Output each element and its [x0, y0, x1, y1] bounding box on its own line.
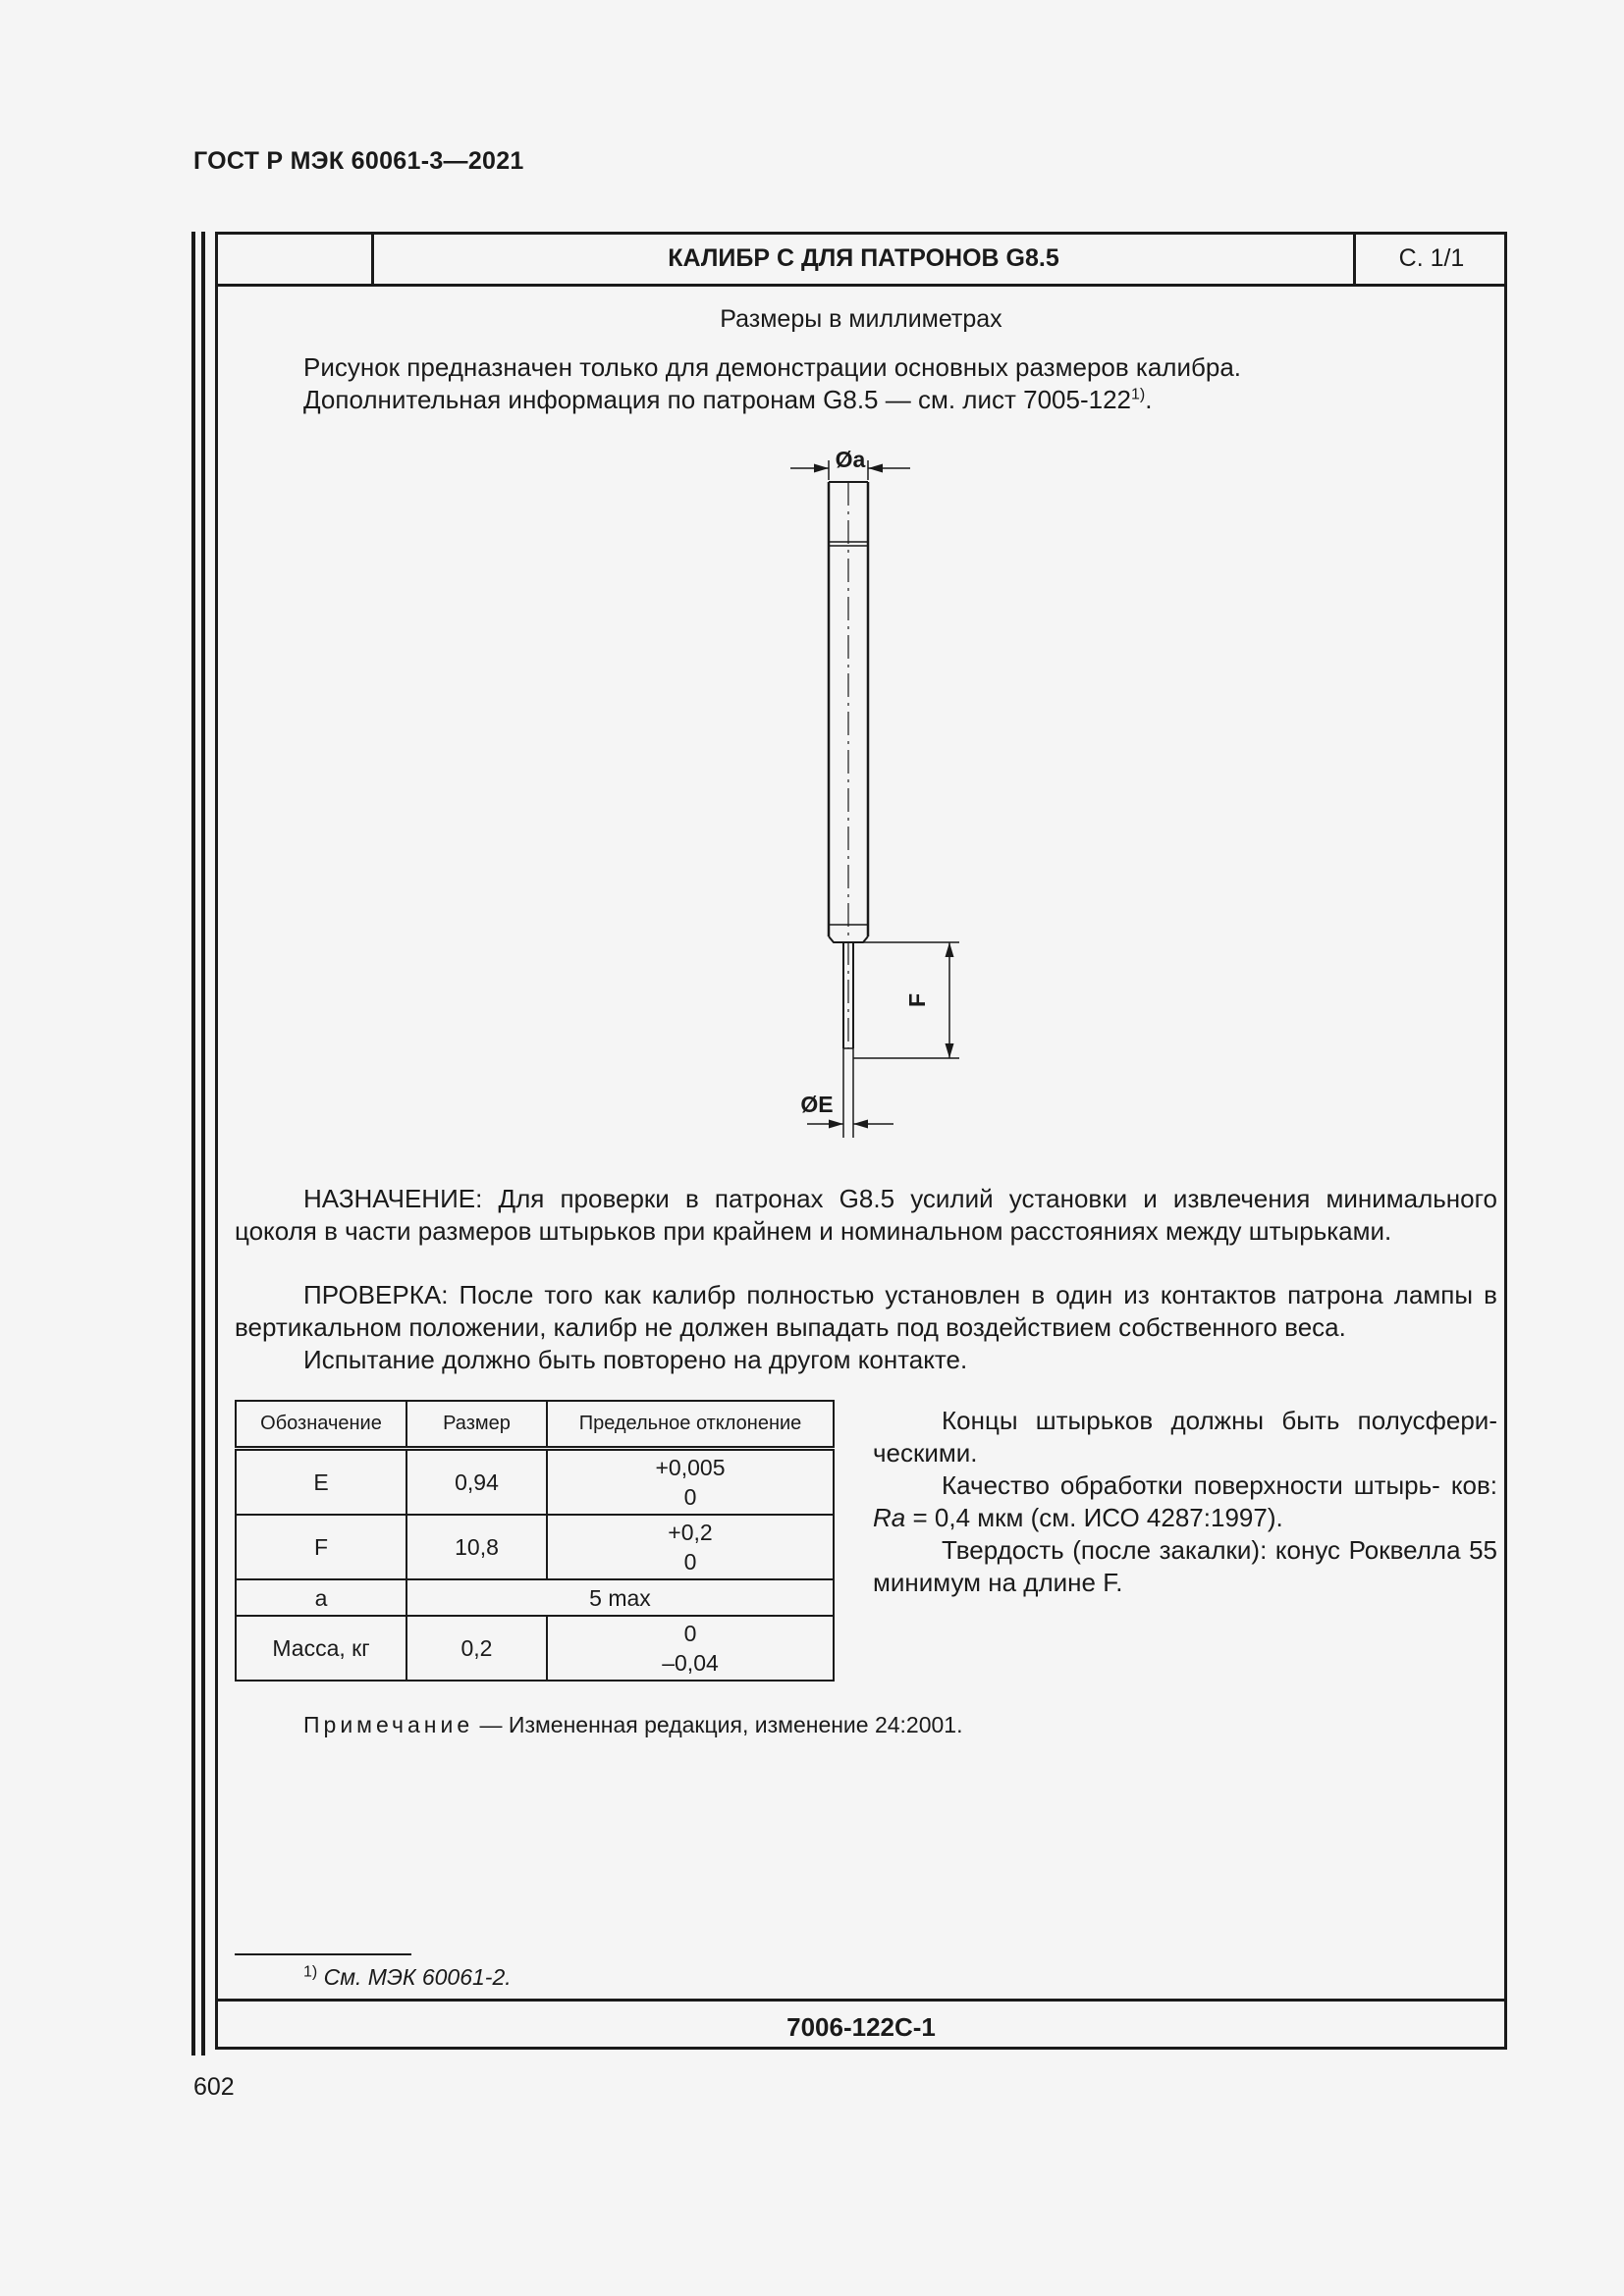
- page-number: 602: [193, 2073, 235, 2101]
- cell-label: E: [236, 1449, 406, 1516]
- sheet-frame: [215, 232, 1507, 2050]
- cell-size: 0,2: [406, 1616, 547, 1681]
- requirement-hardness: Твердость (после закалки): конус Роквелла 55 минимум на длине F.: [873, 1535, 1497, 1597]
- intro-line-2: Дополнительная информация по патронам G8.5 — см. лист 7005-122$^{1)}$.: [303, 385, 1153, 414]
- column-header: Размер: [406, 1401, 547, 1449]
- table-row: [236, 1449, 834, 1516]
- cell-label: Масса, кг: [236, 1616, 406, 1681]
- footnote-ref: 1): [1131, 386, 1146, 403]
- requirement-surface: Качество обработки поверхности штырь- ков: Ra = 0,4 мкм (см. ИСО 4287:1997).: [873, 1470, 1497, 1532]
- table-row: [236, 1616, 834, 1681]
- footnote-separator: [235, 1953, 411, 1955]
- dim-label-e: ØE: [800, 1092, 834, 1117]
- margin-bar: [191, 232, 195, 2056]
- dimension-table: [235, 1400, 835, 1682]
- dim-label-f: F: [904, 992, 930, 1008]
- purpose-text: НАЗНАЧЕНИЕ: Для проверки в патронах G8.5 усилий установки и извлечения минимального цоколя в части размеров штырьков при крайнем и номинальном расстояниях между штырьками.: [235, 1184, 1497, 1246]
- column-header: Предельное отклонение: [547, 1401, 834, 1449]
- gauge-drawing: [218, 235, 1504, 1216]
- sheet-title: КАЛИБР С ДЛЯ ПАТРОНОВ G8.5: [668, 244, 1059, 272]
- column-header: Обозначение: [236, 1401, 406, 1449]
- page-reference: С. 1/1: [1398, 244, 1465, 272]
- standard-header: ГОСТ Р МЭК 60061-3—2021: [193, 147, 524, 175]
- footnote-text: См. МЭК 60061-2.: [323, 1964, 512, 1990]
- table-row: [236, 1579, 834, 1616]
- dim-label-a: Øa: [835, 447, 866, 472]
- cell-tolerance: +0,2 0: [547, 1515, 834, 1579]
- requirements-text: [873, 1405, 1497, 1599]
- bottom-divider: [218, 1999, 1504, 2002]
- units-note: Размеры в миллиметрах: [720, 305, 1002, 333]
- note-text: — Измененная редакция, изменение 24:2001.: [473, 1712, 963, 1737]
- check-repeat: Испытание должно быть повторено на другом контакте.: [303, 1345, 968, 1374]
- requirement-ends: Концы штырьков должны быть полусфери- ческими.: [873, 1406, 1497, 1468]
- cell-label: a: [236, 1579, 406, 1616]
- cell-size: 0,94: [406, 1449, 547, 1516]
- check-text: ПРОВЕРКА: После того как калибр полностью установлен в один из контактов патрона лампы в вертикальном положении, калибр не должен выпадать под воздействием собственного веса.: [235, 1280, 1497, 1342]
- sheet-code: 7006-122С-1: [786, 2012, 936, 2042]
- cell-tolerance: 0 –0,04: [547, 1616, 834, 1681]
- footnote: $^{1)}$ См. МЭК 60061-2.: [303, 1963, 512, 1990]
- cell-tolerance: +0,005 0: [547, 1449, 834, 1516]
- cell-label: F: [236, 1515, 406, 1579]
- note: [303, 1709, 963, 1741]
- intro-line-1: Рисунок предназначен только для демонстрации основных размеров калибра.: [303, 352, 1242, 382]
- note-label: Примечание: [303, 1712, 474, 1737]
- check-section: [235, 1279, 1497, 1376]
- margin-bar: [201, 232, 205, 2056]
- table-row: [236, 1515, 834, 1579]
- cell-merged-size: 5 max: [406, 1579, 834, 1616]
- gauge-body: [829, 482, 868, 1048]
- cell-size: 10,8: [406, 1515, 547, 1579]
- table-header-row: [236, 1401, 834, 1449]
- dimension-lines: [790, 460, 959, 1138]
